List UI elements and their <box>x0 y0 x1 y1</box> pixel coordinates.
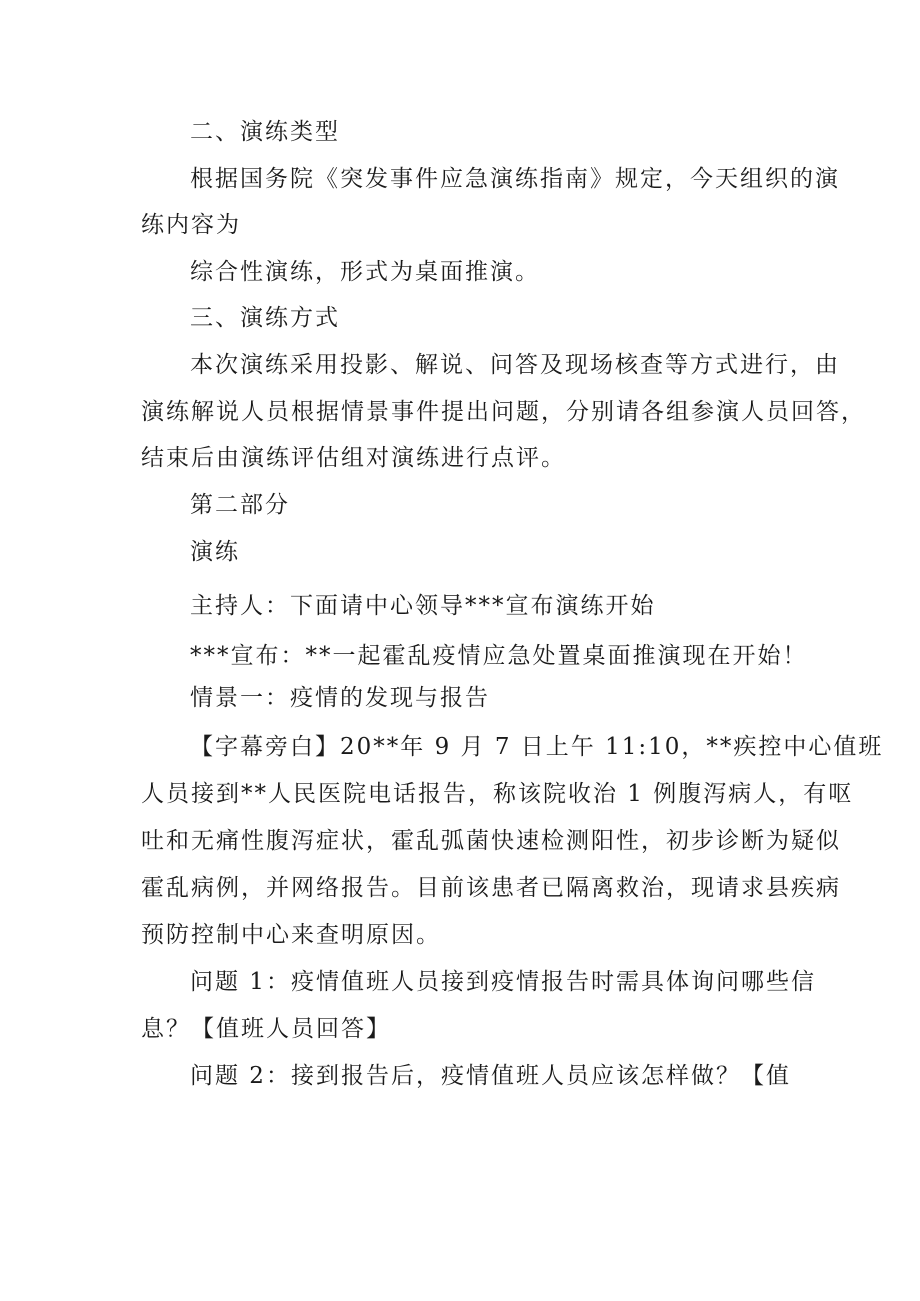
paragraph-line: 本次演练采用投影、解说、问答及现场核查等方式进行，由 <box>190 352 840 378</box>
paragraph-line: 吐和无痛性腹泻症状，霍乱弧菌快速检测阳性，初步诊断为疑似 <box>141 828 841 854</box>
paragraph-line: 主持人：下面请中心领导***宣布演练开始 <box>190 593 656 619</box>
paragraph-line: 演练解说人员根据情景事件提出问题，分别请各组参演人员回答， <box>141 399 866 425</box>
paragraph-line: 综合性演练，形式为桌面推演。 <box>190 259 540 285</box>
paragraph-line: 结束后由演练评估组对演练进行点评。 <box>141 445 566 471</box>
part-heading: 第二部分 <box>190 492 290 518</box>
paragraph-line: 练内容为 <box>141 212 241 238</box>
scenario-heading: 情景一：疫情的发现与报告 <box>190 685 490 711</box>
question-line: 问题 1：疫情值班人员接到疫情报告时需具体询问哪些信 <box>190 969 816 995</box>
part-subheading: 演练 <box>190 539 240 565</box>
section-heading-drill-method: 三、演练方式 <box>190 305 340 331</box>
paragraph-line: ***宣布：**一起霍乱疫情应急处置桌面推演现在开始！ <box>190 643 808 669</box>
section-heading-drill-type: 二、演练类型 <box>190 119 340 145</box>
question-line: 问题 2：接到报告后，疫情值班人员应该怎样做？【值 <box>190 1063 791 1089</box>
paragraph-line: 人员接到**人民医院电话报告，称该院收治 1 例腹泻病人，有呕 <box>141 781 854 807</box>
paragraph-line: 霍乱病例，并网络报告。目前该患者已隔离救治，现请求县疾病 <box>141 875 841 901</box>
paragraph-line: 【字幕旁白】20**年 9 月 7 日上午 11:10，**疾控中心值班 <box>190 734 884 760</box>
paragraph-line: 预防控制中心来查明原因。 <box>141 922 441 948</box>
paragraph-line: 根据国务院《突发事件应急演练指南》规定，今天组织的演 <box>190 166 840 192</box>
question-line: 息？【值班人员回答】 <box>141 1016 391 1042</box>
